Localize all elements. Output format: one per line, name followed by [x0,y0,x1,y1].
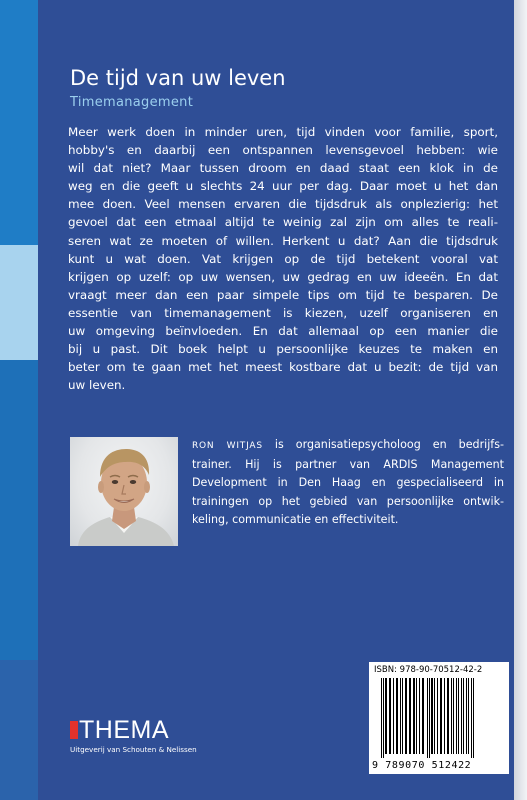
blurb-line: seren wat ze moeten of willen. Herkent u dat? Aan die tijdsdruk [68,233,498,248]
barcode-bar [471,678,472,758]
barcode-bar [473,678,474,758]
blurb-line: kunt u wat doen. Vat krijgen op de tijd betekent vooral vat [68,251,498,266]
blurb-line: uw omgeving beïnvloeden. En dat allemaal op een manier die [68,324,498,339]
blurb-line: wil dat niet? Maar tussen droom en daad staat een klok in de [68,161,498,176]
bio-line: Development in Den Haag en gespecialiseerd in [192,476,504,489]
blurb-line: krijgen op uzelf: op uw wensen, uw gedrag en uw ideeën. En dat [68,269,498,284]
barcode-bar [413,678,415,754]
barcode-bar [466,678,467,754]
blurb-line: uw leven. [68,378,126,393]
author-bio [192,436,504,530]
barcode-digits: 9 789070 512422 [372,760,472,771]
barcode-panel [369,662,509,774]
bio-line: keling, communicatie en effectiviteit. [192,513,399,526]
barcode-bar [400,678,401,754]
isbn-label: ISBN: 978-90-70512-42-2 [374,665,483,675]
author-photo [70,437,178,546]
blurb-line: hobby's en daarbij een ontspannen levensgevoel hebben: wie [68,143,498,158]
publisher-logo: THEMA [79,716,169,744]
accent-stripe [0,0,38,245]
barcode-bar [444,678,445,754]
blurb-line: mee doen. Veel mensen ervaren die tijdsdruk als onplezierig: het [68,197,498,212]
barcode-bar [396,678,398,754]
bio-line: trainer. Hij is partner van ARDIS Management [192,457,504,471]
bio-line [192,436,504,456]
barcode-bar [468,678,469,754]
book-title: De tijd van uw leven [70,66,286,90]
blurb-line: vraagt meer dan een paar simpele tips om tijd te besparen. De [68,287,498,302]
barcode-bar [383,678,384,758]
book-subtitle: Timemanagement [70,95,194,110]
barcode-bar [440,678,442,754]
barcode-bar [385,678,387,754]
blurb-line: weg en die geeft u slechts 24 uur per dag. Daar moet u het dan [68,179,498,194]
bio-text: is organisatiepsycholoog en bedrijfs- [274,438,504,451]
barcode-bar [381,678,382,758]
blurb-line: essentie van timemanagement is kiezen, uzelf organiseren en [68,305,498,320]
author-portrait-icon [70,437,178,546]
barcode-bar [431,678,433,754]
blurb-line: bij u past. Dit boek helpt u persoonlijke keuzes te maken en [68,342,498,357]
barcode-bar [422,678,424,754]
barcode-bar [389,678,391,754]
barcode-bar [456,678,457,754]
barcode-bar [451,678,452,754]
bio-line: trainingen op het gebied van persoonlijke ontwik- [192,494,504,508]
author-name: RON WITJAS [192,441,263,451]
blurb-line: beter om te gaan met het meest kostbare dat u bezit: de tijd van [68,360,498,375]
barcode-bar [429,678,430,758]
barcode-bar [405,678,407,754]
barcode-bar [427,678,428,758]
barcode-bar [393,678,394,754]
publisher-name: Uitgeverij van Schouten & Nelissen [70,745,197,754]
barcode-bar [409,678,411,754]
accent-stripe [0,660,38,800]
blurb-text [68,123,498,394]
barcode-bar [402,678,403,754]
blurb-line: Meer werk doen in minder uren, tijd vinden voor familie, sport, [68,125,498,139]
barcode-bar [461,678,462,754]
barcode-bar [434,678,435,754]
barcode-bar [437,678,438,754]
barcode-bar [416,678,417,754]
accent-stripe [0,360,38,660]
accent-stripe [0,245,38,360]
barcode-bar [447,678,449,754]
blurb-line: gevoel dat een etmaal altijd te weinig zal zijn om alles te reali- [68,215,498,230]
barcode-icon [379,678,499,758]
barcode-bar [458,678,459,754]
barcode-bar [453,678,454,754]
page-edge [514,0,527,800]
barcode-bar [419,678,420,754]
red-square-mark-icon [70,721,78,739]
barcode-bar [463,678,464,754]
